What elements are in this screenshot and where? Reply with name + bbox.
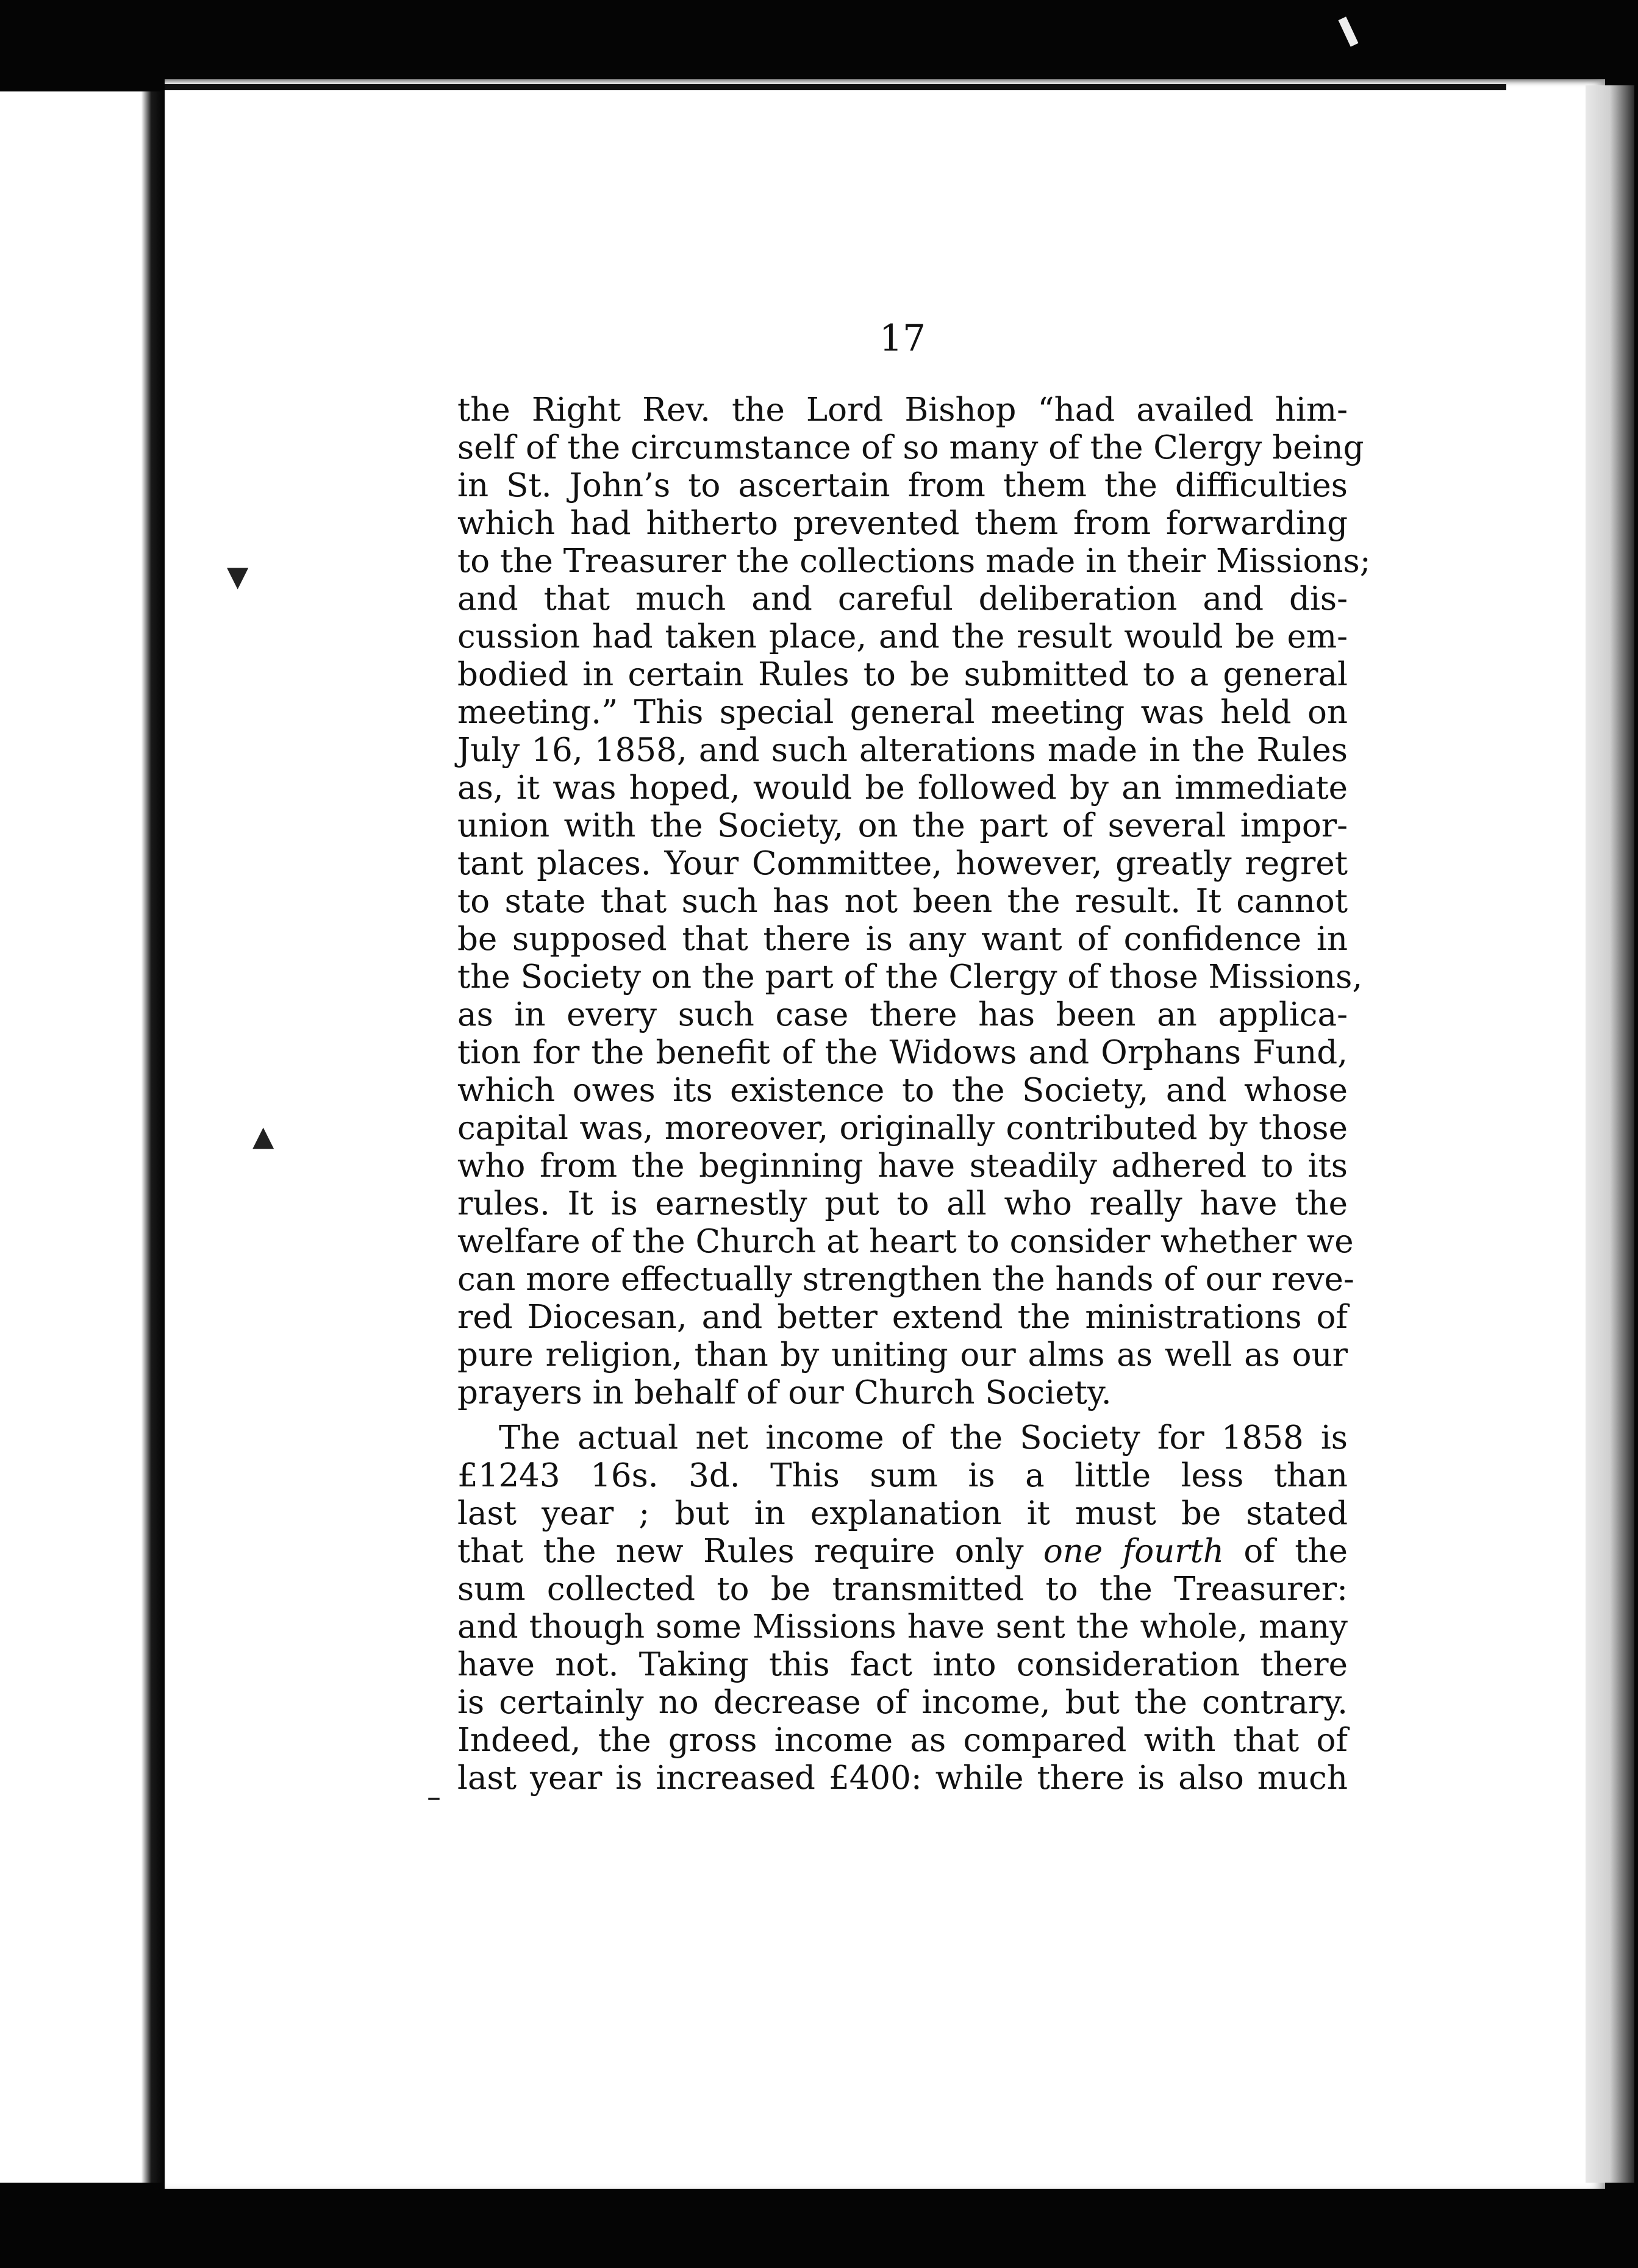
text-line: capital was, moreover, originally contributed by those (457, 1110, 1348, 1147)
text-segment: that the new Rules require only (457, 1533, 1043, 1570)
text-line: self of the circumstance of so many of the Clergy being (457, 429, 1364, 466)
margin-mark: ▲ (252, 1119, 274, 1152)
text-line: and though some Missions have sent the whole, many (457, 1608, 1348, 1646)
text-line: tion for the benefit of the Widows and Orphans Fund, (457, 1034, 1348, 1071)
scan-speck (1339, 16, 1359, 46)
text-line: and that much and careful deliberation and dis- (457, 580, 1348, 618)
text-line: can more effectually strengthen the hands of our reve- (457, 1261, 1354, 1298)
text-line: have not. Taking this fact into consideration there (457, 1646, 1348, 1683)
text-line: as in every such case there has been an applica- (457, 996, 1348, 1033)
text-line: last year is increased £400: while there is also much (457, 1760, 1348, 1797)
text-line: tant places. Your Committee, however, greatly regret (457, 845, 1348, 882)
text-line: who from the beginning have steadily adhered to its (457, 1147, 1348, 1185)
text-line: Indeed, the gross income as compared with that of (457, 1722, 1348, 1759)
text-line: The actual net income of the Society for 1858 is (499, 1419, 1348, 1457)
text-line: union with the Society, on the part of several impor- (457, 807, 1348, 844)
text-line: prayers in behalf of our Church Society. (457, 1374, 1112, 1411)
text-line: meeting.” This special general meeting was held on (457, 694, 1348, 731)
text-line: July 16, 1858, and such alterations made in the Rules (457, 732, 1348, 769)
text-line: as, it was hoped, would be followed by an immediate (457, 769, 1348, 807)
text-line: last year ; but in explanation it must be stated (457, 1495, 1348, 1532)
emphasis-one-fourth: one fourth (1043, 1533, 1225, 1570)
text-line: pure religion, than by uniting our alms as well as our (457, 1336, 1348, 1374)
facing-page-left (0, 91, 152, 2183)
text-line: in St. John’s to ascertain from them the difficulties (457, 467, 1348, 504)
text-line: red Diocesan, and better extend the ministrations of (457, 1299, 1348, 1336)
page-top-edge (165, 84, 1506, 90)
text-line: to state that such has not been the result. It cannot (457, 883, 1348, 920)
text-line: welfare of the Church at heart to consider whether we (457, 1223, 1354, 1260)
text-line: bodied in certain Rules to be submitted to a general (457, 656, 1348, 693)
text-line: sum collected to be transmitted to the Treasurer: (457, 1571, 1348, 1608)
text-line: which had hitherto prevented them from forwarding (457, 505, 1348, 542)
binding-gutter (141, 91, 166, 2183)
text-line: which owes its existence to the Society, and whose (457, 1072, 1348, 1109)
text-line: cussion had taken place, and the result would be em- (457, 618, 1348, 655)
margin-mark: ▼ (227, 560, 249, 593)
text-line-with-emphasis (457, 1533, 1348, 1571)
page-number: 17 (879, 317, 926, 360)
page-right-edge (1586, 85, 1634, 2183)
text-line: the Society on the part of the Clergy of those Missions, (457, 958, 1363, 996)
text-line: rules. It is earnestly put to all who really have the (457, 1185, 1348, 1222)
text-line: the Right Rev. the Lord Bishop “had availed him- (457, 391, 1348, 429)
text-line: is certainly no decrease of income, but the contrary. (457, 1684, 1348, 1721)
margin-mark: – (427, 1780, 441, 1813)
text-line: to the Treasurer the collections made in their Missions; (457, 543, 1371, 580)
body-text (457, 391, 1371, 1797)
text-line: be supposed that there is any want of confidence in (457, 921, 1348, 958)
text-segment: of the (1224, 1533, 1348, 1570)
text-line: £1243 16s. 3d. This sum is a little less than (457, 1457, 1348, 1494)
